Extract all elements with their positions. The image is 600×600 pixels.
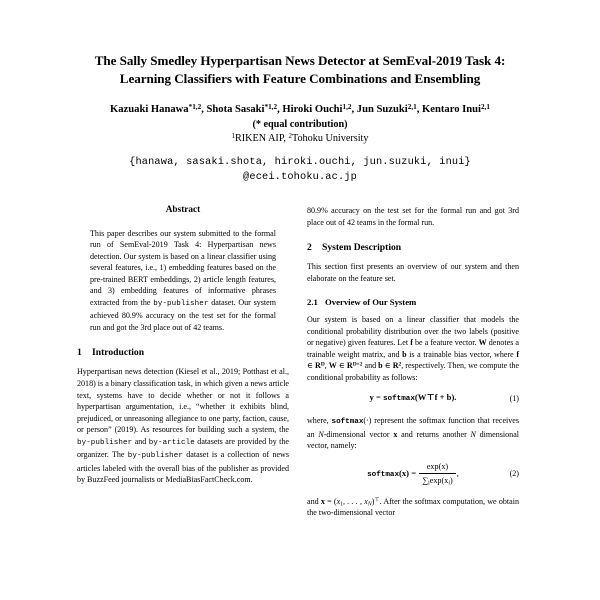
section-heading-system-description: [307, 242, 519, 254]
title-block: [60, 52, 540, 87]
overview-paragraph-3: [307, 496, 519, 519]
symbol-W-2: W: [328, 361, 337, 371]
affiliation-2: Tohoku University: [291, 132, 369, 144]
overview-text-e: , respectively. Then, we compute the conditional probability as follows:: [307, 361, 520, 382]
intro-text-a: Hyperpartisan news detection (Kiesel et al., 2019; Potthast et al., 2018) is a binary classification task, in which given a news article text, systems have to decide whether or not it follows a hyperpartisan argumentation, i.e., “whether it exhibits blind, prejudiced, or unreasoning allegiance to one party, faction, cause, or person” (2019). As resources for building such a system, the: [77, 367, 289, 435]
author-2-marks: *1,2: [264, 102, 278, 111]
overview3-close-paren: ): [371, 496, 375, 506]
symbol-R-2: R: [346, 361, 353, 371]
overview3-text-b: . After the softmax computation, we obtain the two-dimensional vector: [307, 496, 519, 518]
equation-2-fraction: [419, 461, 456, 487]
abstract-section: [90, 205, 276, 333]
equation-1-number: (1): [509, 394, 519, 404]
abstract-text-b: dataset. Our system achieved 80.9% accuracy on the test set for the formal run and got the 3rd place out of 42 teams.: [90, 297, 276, 332]
overview-text-a: Our system is based on a linear classifier that models the conditional probability distribution over the two labels (positive or negative) given features. Let: [307, 315, 519, 348]
affiliations: [55, 132, 545, 146]
equation-1-softmax: softmax: [383, 395, 415, 404]
author-5-name: Kentaro Inui: [422, 104, 481, 115]
email-block: [55, 155, 545, 184]
intro-code-by-publisher-2: by-publisher: [127, 452, 183, 461]
overview2-text-c: -dimensional vector: [323, 429, 394, 439]
author-2-name: Shota Sasaki: [206, 104, 265, 115]
symbol-in-3: ∈: [384, 361, 391, 371]
symbol-R-3: R: [392, 361, 399, 371]
abstract-paragraph: [90, 228, 276, 334]
overview2-text-b: (·) represent the softmax function that receives an: [307, 416, 519, 439]
symbol-x-2: x: [320, 496, 325, 506]
abstract-text-a: This paper describes our system submitted to the formal run of SemEval-2019 Task 4: Hyperpartisan news detection. Our system is based on a linear classifier using several features, i.e., 1) embedding features based on the pre-trained BERT embeddings, 2) article length features, and 3) embedding features of informative phrases extracted from the: [90, 228, 276, 307]
section-number-2: 2: [307, 242, 312, 254]
right-column: [307, 205, 519, 519]
equation-2-numerator: exp(x): [419, 461, 456, 475]
symbol-N-2: N: [470, 429, 476, 439]
intro-code-by-article: by-article: [148, 438, 195, 447]
page-title: [60, 52, 540, 87]
symbol-R-sup-2: 2: [398, 362, 402, 369]
author-5-marks: 2,1: [481, 102, 490, 111]
symbol-W-1: W: [478, 338, 487, 348]
equation-1: [307, 392, 519, 406]
symbol-b-1: b: [402, 349, 407, 359]
intro-code-by-publisher-1: by-publisher: [77, 438, 133, 447]
symbol-N-1: N: [318, 429, 324, 439]
symbol-x-sub-N: N: [367, 501, 372, 508]
symbol-x-sub-1: 1: [340, 501, 344, 508]
equation-2-equals: =: [411, 467, 417, 478]
abstract-code-by-publisher: by-publisher: [153, 299, 209, 308]
equation-1-equals: =: [375, 392, 381, 403]
sum-subscript: i: [428, 480, 430, 487]
overview3-equals: = (: [324, 496, 337, 506]
equation-1-body: [370, 392, 457, 406]
equal-contribution-note: (* equal contribution): [252, 118, 348, 130]
overview3-text-a: and: [307, 496, 321, 506]
overview2-text-d: and returns another: [397, 429, 471, 439]
den-close-paren: ): [450, 476, 453, 486]
title-line-1: The Sally Smedley Hyperpartisan News Detector at SemEval-2019 Task 4:: [94, 53, 506, 68]
affiliation-1: RIKEN AIP,: [234, 132, 286, 144]
symbol-f-2: f: [516, 349, 520, 359]
equation-2-body: [367, 461, 459, 487]
section-title-system-description: System Description: [322, 242, 402, 254]
abstract-continuation-paragraph: 80.9% accuracy on the test set for the formal run and got 3rd place out of 42 teams in the formal run.: [307, 206, 519, 227]
intro-text-c: datasets are provided by the organizer. The: [77, 436, 289, 460]
equation-2: [307, 461, 519, 487]
equation-2-arg: (x): [399, 467, 410, 478]
abstract-heading: Abstract: [165, 205, 201, 215]
subsection-title-overview: Overview of Our System: [325, 297, 417, 308]
sum-symbol: ∑: [422, 476, 429, 486]
section-heading-introduction: [77, 347, 289, 359]
den-exp-subscript: i: [448, 480, 450, 487]
symbol-x-dots: , . . . , x: [343, 496, 368, 506]
symbol-R-1: R: [315, 361, 321, 371]
equation-2-number: (2): [509, 468, 519, 478]
intro-paragraph-1: [77, 366, 289, 485]
symbol-in-2: ∈: [338, 361, 345, 371]
softmax-inline-1: softmax: [331, 418, 364, 427]
symbol-x-1: x: [393, 429, 398, 439]
subsection-heading-overview: [307, 297, 519, 308]
equation-2-denominator: [419, 474, 456, 487]
author-list: Kazuaki Hanawa$^{*1,2}$, Shota Sasaki$^{*1,2}$, Hiroki Ouchi$^{1,2}$, Jun Suzuki$^{2,1}$, Kentaro Inui$^{2,1}$: [110, 102, 490, 115]
author-1-name: Kazuaki Hanawa: [110, 104, 189, 115]
email-line-1: {hanawa, sasaki.shota, hiroki.ouchi, jun.suzuki, inui}: [129, 156, 471, 168]
equation-2-comma: ,: [456, 467, 459, 478]
overview-paragraph-1: Our system is based on a linear classifier that models the conditional probability distribution over the two labels (positive or negative) given features. Let f be a feature vector. W denotes a trainable weight matrix, and b is a trainable bias vector, where f ∈ $R^D$, W ∈ $R^{D\times 2}$ and b ∈ $R^2$, respectively. Then, we compute the conditional probability as follows:: [307, 315, 520, 382]
subsection-number-2-1: 2.1: [307, 297, 318, 308]
intro-text-b: and: [132, 436, 149, 446]
overview-text-b: be a feature vector.: [412, 338, 479, 348]
overview2-text-a: where,: [307, 416, 332, 426]
overview-text-d: is a trainable bias vector, where: [406, 349, 517, 359]
author-1-marks: *1,2: [188, 102, 202, 111]
equation-1-lhs: y: [369, 392, 374, 403]
overview2-text-e: dimensional vector, namely:: [307, 429, 519, 451]
equation-1-rhs: (W⊤f + b).: [414, 392, 457, 403]
system-description-paragraph: This section first presents an overview of our system and then elaborate on the feature set.: [307, 262, 519, 283]
email-line-2: @ecei.tohoku.ac.jp: [243, 170, 357, 183]
symbol-f-1: f: [410, 338, 413, 348]
left-column: [77, 205, 289, 486]
symbol-x-list: x: [336, 496, 341, 506]
equation-2-softmax: softmax: [367, 470, 400, 479]
symbol-R-sup-D: D: [320, 362, 325, 369]
affiliation-2-mark: 2: [288, 132, 292, 140]
transpose-symbol: ⊤: [374, 497, 380, 504]
author-4-name: Jun Suzuki: [356, 104, 408, 115]
overview-paragraph-2: [307, 415, 519, 452]
authors-block: [55, 103, 545, 146]
section-title-introduction: Introduction: [92, 347, 145, 359]
intro-text-d: dataset is a collection of news articles labeled with the overall bias of the publisher as provided by BuzzFeed journalists or MediaBiasFactCheck.com.: [77, 450, 289, 485]
symbol-in-1: ∈: [307, 361, 313, 371]
title-line-2: Learning Classifiers with Feature Combinations and Ensembling: [119, 70, 481, 86]
affiliation-1-mark: 1: [231, 132, 235, 140]
symbol-R-sup-Dx2: D×2: [352, 362, 363, 369]
den-exp: exp(x: [429, 476, 449, 486]
author-3-marks: 1,2: [342, 102, 352, 111]
author-4-marks: 2,1: [407, 102, 417, 111]
author-3-name: Hiroki Ouchi: [282, 104, 343, 115]
symbol-b-2: b: [378, 361, 383, 371]
section-number-1: 1: [77, 347, 82, 359]
overview-text-c: denotes a trainable weight matrix, and: [307, 338, 519, 359]
